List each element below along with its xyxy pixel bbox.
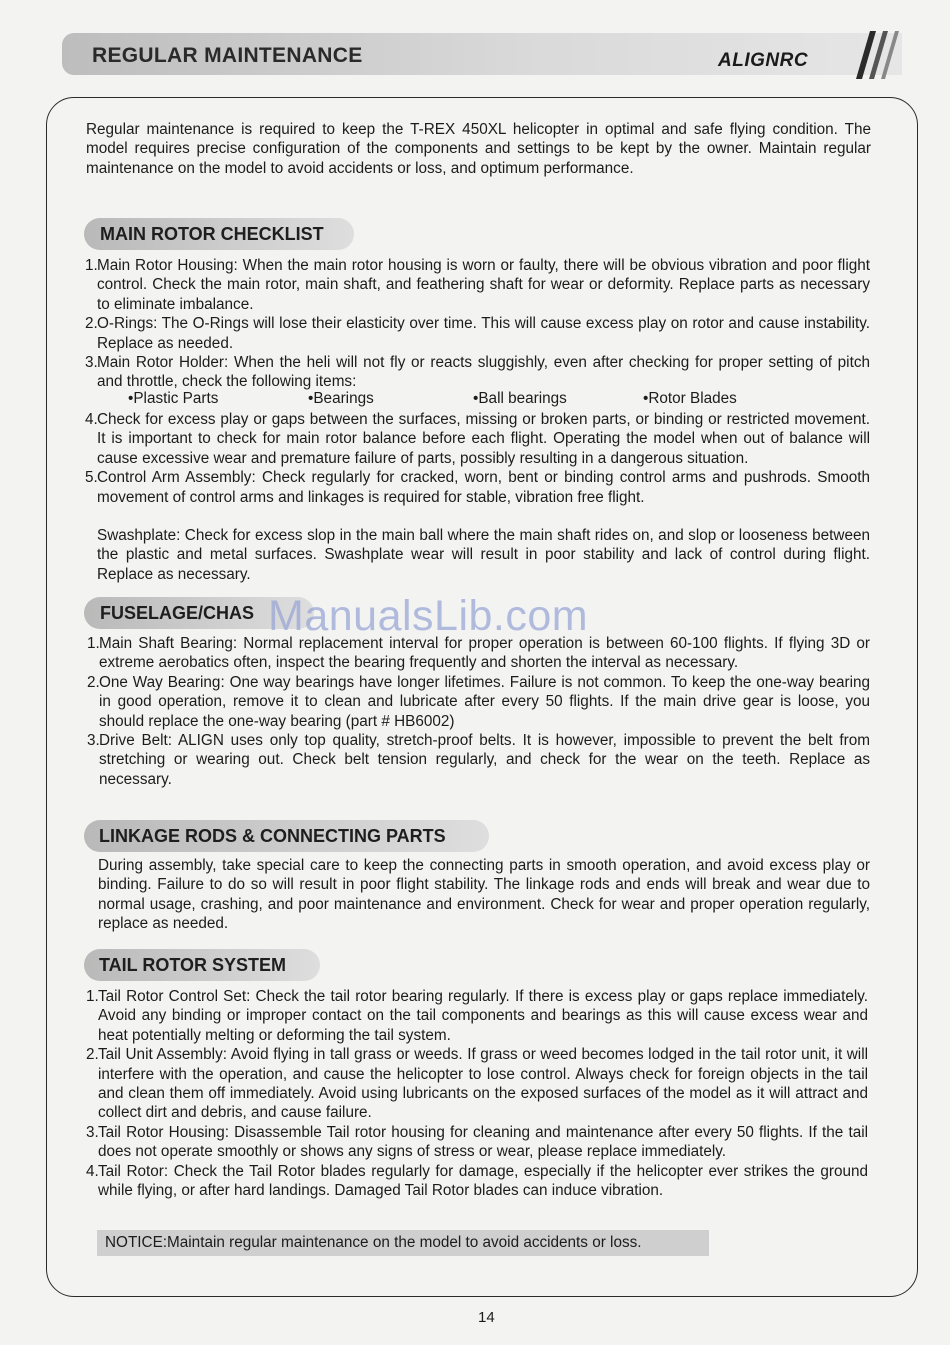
bullet-plastic-parts: •Plastic Parts xyxy=(128,390,219,407)
main-rotor-list xyxy=(85,256,870,392)
list-item: 4. Check for excess play or gaps between the surfaces, missing or broken parts, or binding or restricted movement. It is important to check for main rotor balance before each flight. Operating the model when out of balance will cause excessive wear and premature failure of parts, possibly resulting in a dangerous situation. xyxy=(85,411,870,467)
section-title-tail: TAIL ROTOR SYSTEM xyxy=(99,955,287,975)
watermark-text: ManualsLib.com xyxy=(268,592,589,640)
list-item: 1. Tail Rotor Control Set: Check the tail rotor bearing regularly. If there is excess play or gaps replace immediately. Avoid any binding or improper contact on the tail components and bearings as this will cause excess wear and heat potentially melting or deforming the tail system. xyxy=(86,988,868,1044)
list-item: 4. Tail Rotor: Check the Tail Rotor blades regularly for damage, especially if the helicopter ever strikes the ground while flying, or after hard landings. Damaged Tail Rotor blades can induce vibration. xyxy=(86,1162,868,1200)
page-title: REGULAR MAINTENANCE xyxy=(92,44,363,67)
list-item: 1. Main Rotor Housing: When the main rotor housing is worn or faulty, there will be obvious vibration and poor flight control. Check the main rotor, main shaft, and feathering shaft for wear or deformity. Replace parts as necessary to eliminate imbalance. xyxy=(85,257,870,313)
list-item: 3. Tail Rotor Housing: Disassemble Tail rotor housing for cleaning and maintenance after every 50 flights. If the tail does not operate smoothly or shows any signs of stress or wear, please replace immediately. xyxy=(86,1123,868,1161)
list-item: 2. One Way Bearing: One way bearings have longer lifetimes. Failure is not common. To keep the one-way bearing in good operation, remove it to clean and lubricate after every 50 flights. If the main drive gear is loose, you should replace the one-way bearing (part # HB6002) xyxy=(87,673,870,730)
list-item: 1. Main Shaft Bearing: Normal replacement interval for proper operation is between 60-100 flights. If flying 3D or extreme aerobatics often, inspect the bearing frequently and shorten the interval as necessary. xyxy=(87,635,870,672)
main-rotor-list-continued xyxy=(85,410,870,507)
section-title-main-rotor: MAIN ROTOR CHECKLIST xyxy=(100,224,324,244)
list-item: 2. O-Rings: The O-Rings will lose their elasticity over time. This will cause excess play on rotor and cause instability. Replace as needed. xyxy=(85,315,870,352)
bullet-bearings: •Bearings xyxy=(308,390,374,407)
bullet-ball-bearings: •Ball bearings xyxy=(473,390,567,407)
brand-stripes-icon xyxy=(856,31,906,79)
bullet-rotor-blades: •Rotor Blades xyxy=(643,390,737,407)
list-item: 3. Main Rotor Holder: When the heli will not fly or reacts sluggishly, even after checking for proper setting of pitch and throttle, check the following items: xyxy=(85,354,870,391)
brand-logo: ALIGNRC xyxy=(718,50,809,71)
swashplate-paragraph: Swashplate: Check for excess slop in the main ball where the main shaft rides on, and slop or looseness between the plastic and metal surfaces. Swashplate wear will result in poor stability and lack of control during flight. Replace as necessary. xyxy=(97,527,870,583)
tail-list xyxy=(86,987,868,1200)
list-item: 2. Tail Unit Assembly: Avoid flying in tall grass or weeds. If grass or weed becomes lodged in the tail rotor unit, it will interfere with the operation, and cause the helicopter to lose control. Always check for foreign objects in the tail and clean them off immediately. Avoid using lubricants on the exposed surfaces of the model as it will attract and collect dirt and debris, and cause failure. xyxy=(86,1046,868,1122)
list-item: 3. Drive Belt: ALIGN uses only top quality, stretch-proof belts. It is however, impossible to prevent the belt from stretching or wearing out. Check belt tension regularly, and check for the wear on the teeth. Replace as necessary. xyxy=(87,732,870,788)
intro-paragraph: Regular maintenance is required to keep the T-REX 450XL helicopter in optimal and safe flying condition. The model requires precise configuration of the components and settings to be kept by the owner. Maintain regular maintenance on the model to avoid accidents or loss, and optimum performance. xyxy=(86,121,871,177)
section-title-fuselage: FUSELAGE/CHAS xyxy=(100,603,255,623)
page-number: 14 xyxy=(478,1309,495,1326)
linkage-paragraph: During assembly, take special care to keep the connecting parts in smooth operation, and avoid excess play or binding. Failure to do so will result in poor flight stability. The linkage rods and ends will break and wear due to normal usage, crashing, and poor maintenance and environment. Check for wear and proper operation regularly, replace as needed. xyxy=(98,857,870,933)
notice-text: NOTICE:Maintain regular maintenance on the model to avoid accidents or loss. xyxy=(105,1234,642,1251)
fuselage-list xyxy=(87,634,870,789)
section-title-linkage: LINKAGE RODS & CONNECTING PARTS xyxy=(99,826,446,846)
list-item: 5. Control Arm Assembly: Check regularly for cracked, worn, bent or binding control arms and pushrods. Smooth movement of control arms and linkages is required for stable, vibration free flight. xyxy=(85,469,870,506)
